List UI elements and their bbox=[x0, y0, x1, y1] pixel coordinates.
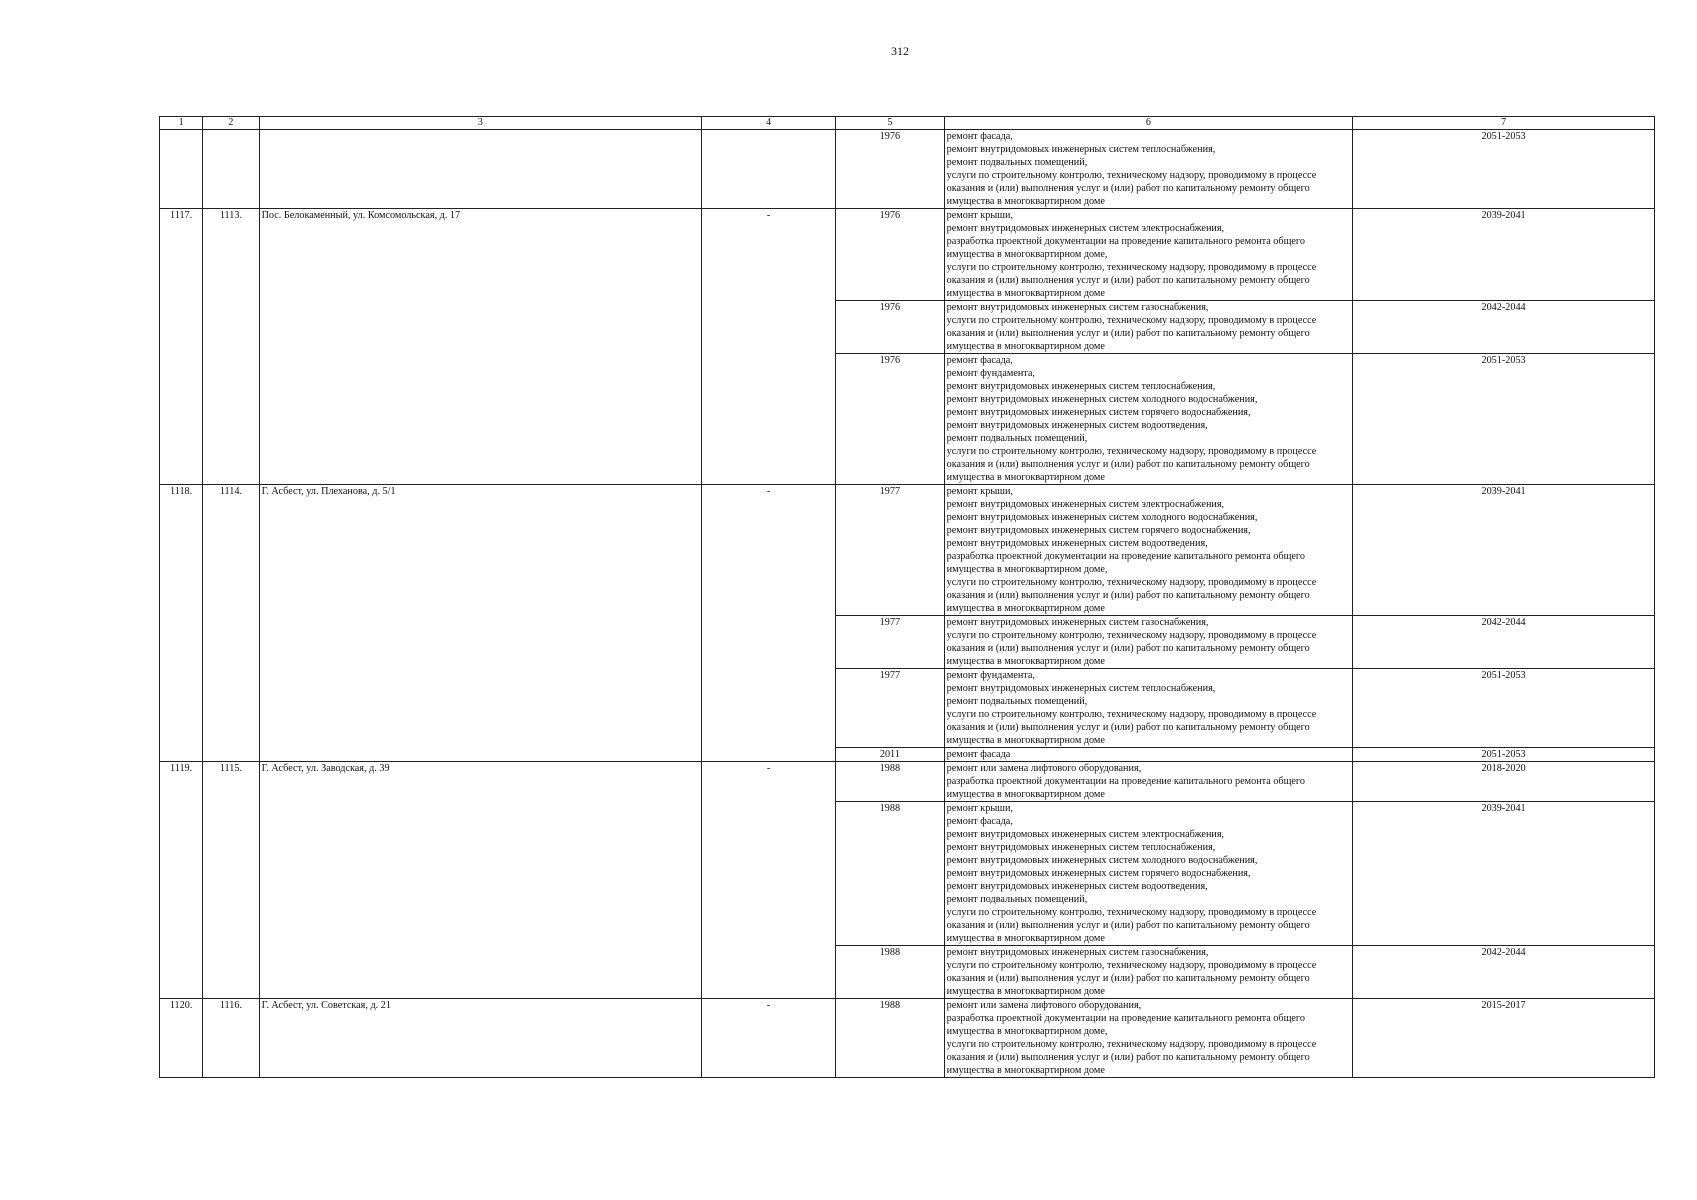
record-number-cell: 1117. bbox=[160, 209, 203, 485]
table-row-continued bbox=[160, 130, 1655, 209]
period-cell: 2039-2041 bbox=[1353, 209, 1655, 301]
period-cell: 2015-2017 bbox=[1353, 999, 1655, 1078]
record-code-cell: 1115. bbox=[203, 762, 259, 999]
period-cell: 2051-2053 bbox=[1353, 130, 1655, 209]
record-number-cell: 1120. bbox=[160, 999, 203, 1078]
column-number-2: 2 bbox=[203, 117, 259, 130]
record-code-cell: 1116. bbox=[203, 999, 259, 1078]
works-cell: ремонт фасада, ремонт внутридомовых инженерных систем теплоснабжения, ремонт подвальных помещений, услуги по строительному контролю, техническому надзору, проводимому в процессе оказания и (или) выполнения услуг и (или) работ по капитальному ремонту общего имущества в многоквартирном доме bbox=[944, 130, 1352, 209]
year-cell: 1976 bbox=[836, 130, 945, 209]
column-number-1: 1 bbox=[160, 117, 203, 130]
record-number-cell: 1119. bbox=[160, 762, 203, 999]
record-code-cell: 1113. bbox=[203, 209, 259, 485]
address-cell bbox=[259, 130, 702, 209]
table-row bbox=[160, 762, 1655, 802]
works-cell: ремонт внутридомовых инженерных систем газоснабжения, услуги по строительному контролю, техническому надзору, проводимому в процессе оказания и (или) выполнения услуг и (или) работ по капитальному ремонту общего имущества в многоквартирном доме bbox=[944, 946, 1352, 999]
record-code-cell: 1114. bbox=[203, 485, 259, 762]
year-cell: 1988 bbox=[836, 802, 945, 946]
record-code-cell bbox=[203, 130, 259, 209]
period-cell: 2042-2044 bbox=[1353, 301, 1655, 354]
works-cell: ремонт фасада bbox=[944, 748, 1352, 762]
works-cell: ремонт или замена лифтового оборудования, разработка проектной документации на проведение капитального ремонта общего имущества в многоквартирном доме bbox=[944, 762, 1352, 802]
period-cell: 2018-2020 bbox=[1353, 762, 1655, 802]
record-number-cell bbox=[160, 130, 203, 209]
year-cell: 1977 bbox=[836, 669, 945, 748]
column-number-6: 6 bbox=[944, 117, 1352, 130]
column-number-3: 3 bbox=[259, 117, 702, 130]
table-body bbox=[160, 117, 1655, 1078]
works-cell: ремонт внутридомовых инженерных систем газоснабжения, услуги по строительному контролю, техническому надзору, проводимому в процессе оказания и (или) выполнения услуг и (или) работ по капитальному ремонту общего имущества в многоквартирном доме bbox=[944, 301, 1352, 354]
table-row bbox=[160, 485, 1655, 616]
column-4-cell: - bbox=[702, 209, 836, 485]
column-4-cell: - bbox=[702, 999, 836, 1078]
year-cell: 1976 bbox=[836, 354, 945, 485]
period-cell: 2039-2041 bbox=[1353, 802, 1655, 946]
column-4-cell: - bbox=[702, 485, 836, 762]
period-cell: 2042-2044 bbox=[1353, 616, 1655, 669]
period-cell: 2051-2053 bbox=[1353, 669, 1655, 748]
address-cell: Пос. Белокаменный, ул. Комсомольская, д. 17 bbox=[259, 209, 702, 485]
page-number: 312 bbox=[891, 44, 909, 58]
column-4-cell: - bbox=[702, 762, 836, 999]
year-cell: 1988 bbox=[836, 946, 945, 999]
column-number-row bbox=[160, 117, 1655, 130]
address-cell: Г. Асбест, ул. Плеханова, д. 5/1 bbox=[259, 485, 702, 762]
year-cell: 1977 bbox=[836, 485, 945, 616]
year-cell: 1977 bbox=[836, 616, 945, 669]
table-row bbox=[160, 999, 1655, 1078]
column-number-7: 7 bbox=[1353, 117, 1655, 130]
column-number-4: 4 bbox=[702, 117, 836, 130]
column-number-5: 5 bbox=[836, 117, 945, 130]
period-cell: 2039-2041 bbox=[1353, 485, 1655, 616]
year-cell: 1988 bbox=[836, 999, 945, 1078]
year-cell: 1976 bbox=[836, 209, 945, 301]
works-cell: ремонт или замена лифтового оборудования, разработка проектной документации на проведение капитального ремонта общего имущества в многоквартирном доме, услуги по строительному контролю, техническому надзору, проводимому в процессе оказания и (или) выполнения услуг и (или) работ по капитальному ремонту общего имущества в многоквартирном доме bbox=[944, 999, 1352, 1078]
year-cell: 1988 bbox=[836, 762, 945, 802]
works-cell: ремонт крыши, ремонт внутридомовых инженерных систем электроснабжения, разработка проектной документации на проведение капитального ремонта общего имущества в многоквартирном доме, услуги по строительному контролю, техническому надзору, проводимому в процессе оказания и (или) выполнения услуг и (или) работ по капитальному ремонту общего имущества в многоквартирном доме bbox=[944, 209, 1352, 301]
year-cell: 2011 bbox=[836, 748, 945, 762]
works-cell: ремонт внутридомовых инженерных систем газоснабжения, услуги по строительному контролю, техническому надзору, проводимому в процессе оказания и (или) выполнения услуг и (или) работ по капитальному ремонту общего имущества в многоквартирном доме bbox=[944, 616, 1352, 669]
repair-schedule-table bbox=[159, 116, 1655, 1078]
table-row bbox=[160, 209, 1655, 301]
record-number-cell: 1118. bbox=[160, 485, 203, 762]
year-cell: 1976 bbox=[836, 301, 945, 354]
period-cell: 2042-2044 bbox=[1353, 946, 1655, 999]
period-cell: 2051-2053 bbox=[1353, 748, 1655, 762]
works-cell: ремонт фундамента, ремонт внутридомовых инженерных систем теплоснабжения, ремонт подвальных помещений, услуги по строительному контролю, техническому надзору, проводимому в процессе оказания и (или) выполнения услуг и (или) работ по капитальному ремонту общего имущества в многоквартирном доме bbox=[944, 669, 1352, 748]
works-cell: ремонт крыши, ремонт фасада, ремонт внутридомовых инженерных систем электроснабжения, ремонт внутридомовых инженерных систем теплоснабжения, ремонт внутридомовых инженерных систем холодного водоснабжения, ремонт внутридомовых инженерных систем горячего водоснабжения, ремонт внутридомовых инженерных систем водоотведения, ремонт подвальных помещений, услуги по строительному контролю, техническому надзору, проводимому в процессе оказания и (или) выполнения услуг и (или) работ по капитальному ремонту общего имущества в многоквартирном доме bbox=[944, 802, 1352, 946]
address-cell: Г. Асбест, ул. Заводская, д. 39 bbox=[259, 762, 702, 999]
works-cell: ремонт крыши, ремонт внутридомовых инженерных систем электроснабжения, ремонт внутридомовых инженерных систем холодного водоснабжения, ремонт внутридомовых инженерных систем горячего водоснабжения, ремонт внутридомовых инженерных систем водоотведения, разработка проектной документации на проведение капитального ремонта общего имущества в многоквартирном доме, услуги по строительному контролю, техническому надзору, проводимому в процессе оказания и (или) выполнения услуг и (или) работ по капитальному ремонту общего имущества в многоквартирном доме bbox=[944, 485, 1352, 616]
column-4-cell bbox=[702, 130, 836, 209]
works-cell: ремонт фасада, ремонт фундамента, ремонт внутридомовых инженерных систем теплоснабжения, ремонт внутридомовых инженерных систем холодного водоснабжения, ремонт внутридомовых инженерных систем горячего водоснабжения, ремонт внутридомовых инженерных систем водоотведения, ремонт подвальных помещений, услуги по строительному контролю, техническому надзору, проводимому в процессе оказания и (или) выполнения услуг и (или) работ по капитальному ремонту общего имущества в многоквартирном доме bbox=[944, 354, 1352, 485]
address-cell: Г. Асбест, ул. Советская, д. 21 bbox=[259, 999, 702, 1078]
period-cell: 2051-2053 bbox=[1353, 354, 1655, 485]
